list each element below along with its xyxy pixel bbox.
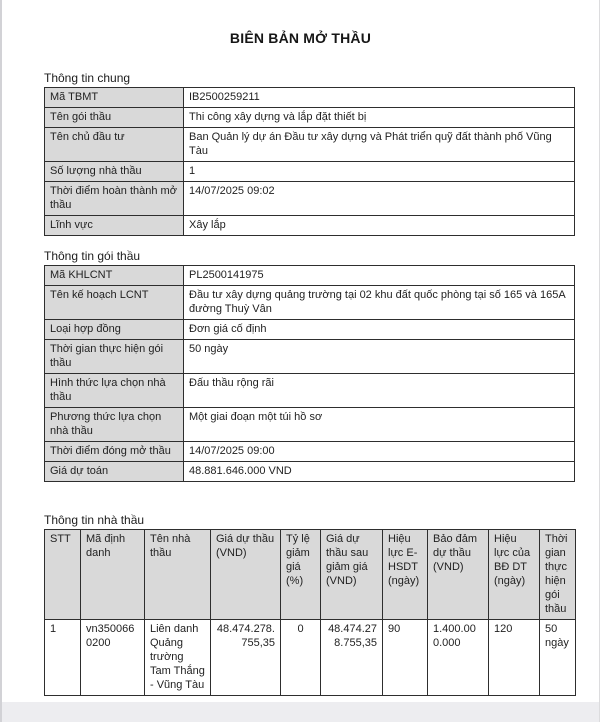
- section-package-info: [44, 249, 572, 482]
- cell-hieu-luc-ehsdt: 90: [383, 620, 428, 696]
- column-header-ten-nha-thau: Tên nhà thầu: [145, 530, 211, 620]
- row-value: 14/07/2025 09:00: [184, 442, 575, 462]
- row-value: Đấu thầu rộng rãi: [184, 374, 575, 408]
- row-label: Lĩnh vực: [45, 216, 184, 236]
- general-info-section-title: Thông tin chung: [44, 71, 131, 85]
- page-bottom-strip: [2, 702, 599, 722]
- cell-bao-dam-du-thau: 1.400.000.000: [428, 620, 489, 696]
- row-label: Phương thức lựa chọn nhà thầu: [45, 408, 184, 442]
- row-label: Giá dự toán: [45, 462, 184, 482]
- cell-stt: 1: [45, 620, 81, 696]
- contractor-table-header-row: [45, 530, 576, 620]
- cell-ma-dinh-danh: vn3500660200: [81, 620, 145, 696]
- document-content: [2, 71, 599, 696]
- row-label: Thời gian thực hiện gói thầu: [45, 340, 184, 374]
- table-row: [45, 108, 575, 128]
- column-header-ty-le-giam-gia: Tỷ lệ giảm giá (%): [281, 530, 321, 620]
- table-row: [45, 216, 575, 236]
- page-title: BIÊN BẢN MỞ THẦU: [229, 30, 372, 46]
- contractor-info-section-title: Thông tin nhà thầu: [44, 513, 145, 527]
- row-value: 14/07/2025 09:02: [184, 182, 575, 216]
- row-value: IB2500259211: [184, 88, 575, 108]
- column-header-hieu-luc-ehsdt: Hiệu lực E-HSDT (ngày): [383, 530, 428, 620]
- column-header-bao-dam-du-thau: Bảo đảm dự thầu (VND): [428, 530, 489, 620]
- column-header-gia-sau-giam-gia: Giá dự thầu sau giảm giá (VND): [321, 530, 383, 620]
- table-row: [45, 374, 575, 408]
- row-label: Số lượng nhà thầu: [45, 162, 184, 182]
- general-info-table: [44, 87, 575, 236]
- table-row: [45, 182, 575, 216]
- row-value: Đầu tư xây dựng quảng trường tại 02 khu đất quốc phòng tại số 165 và 165A đường Thuỳ Vân: [184, 286, 575, 320]
- table-row: [45, 88, 575, 108]
- table-row: [45, 286, 575, 320]
- table-row: [45, 162, 575, 182]
- table-row: [45, 462, 575, 482]
- column-header-gia-du-thau: Giá dự thầu (VND): [211, 530, 281, 620]
- row-label: Hình thức lựa chọn nhà thầu: [45, 374, 184, 408]
- row-value: 50 ngày: [184, 340, 575, 374]
- package-info-table: [44, 265, 575, 482]
- row-value: Đơn giá cố định: [184, 320, 575, 340]
- row-value: 48.881.646.000 VND: [184, 462, 575, 482]
- table-row: [45, 408, 575, 442]
- cell-gia-du-thau: 48.474.278.755,35: [211, 620, 281, 696]
- column-header-stt: STT: [45, 530, 81, 620]
- row-label: Thời điểm đóng mở thầu: [45, 442, 184, 462]
- row-value: PL2500141975: [184, 266, 575, 286]
- row-label: Tên kế hoạch LCNT: [45, 286, 184, 320]
- table-row: [45, 340, 575, 374]
- row-value: 1: [184, 162, 575, 182]
- contractor-table: [44, 529, 576, 696]
- cell-thoi-gian-thuc-hien: 50 ngày: [540, 620, 576, 696]
- row-label: Mã TBMT: [45, 88, 184, 108]
- row-value: Ban Quản lý dự án Đầu tư xây dựng và Phát triển quỹ đất thành phố Vũng Tàu: [184, 128, 575, 162]
- table-row: [45, 266, 575, 286]
- column-header-hieu-luc-bddt: Hiệu lực của BĐ DT (ngày): [489, 530, 540, 620]
- cell-gia-sau-giam-gia: 48.474.278.755,35: [321, 620, 383, 696]
- row-value: Một giai đoạn một túi hồ sơ: [184, 408, 575, 442]
- cell-hieu-luc-bddt: 120: [489, 620, 540, 696]
- table-row: [45, 128, 575, 162]
- contractor-table-row: [45, 620, 576, 696]
- package-info-section-title: Thông tin gói thầu: [44, 249, 141, 263]
- row-label: Loại hợp đồng: [45, 320, 184, 340]
- row-value: Xây lắp: [184, 216, 575, 236]
- row-value: Thi công xây dựng và lắp đặt thiết bị: [184, 108, 575, 128]
- column-header-ma-dinh-danh: Mã định danh: [81, 530, 145, 620]
- row-label: Tên gói thầu: [45, 108, 184, 128]
- section-contractor-info: [44, 513, 572, 696]
- section-general-info: [44, 71, 572, 236]
- cell-ty-le-giam-gia: 0: [281, 620, 321, 696]
- row-label: Thời điểm hoàn thành mở thầu: [45, 182, 184, 216]
- column-header-thoi-gian-thuc-hien: Thời gian thực hiện gói thầu: [540, 530, 576, 620]
- table-row: [45, 320, 575, 340]
- row-label: Tên chủ đầu tư: [45, 128, 184, 162]
- cell-ten-nha-thau: Liên danh Quảng trường Tam Thắng - Vũng Tàu: [145, 620, 211, 696]
- table-row: [45, 442, 575, 462]
- row-label: Mã KHLCNT: [45, 266, 184, 286]
